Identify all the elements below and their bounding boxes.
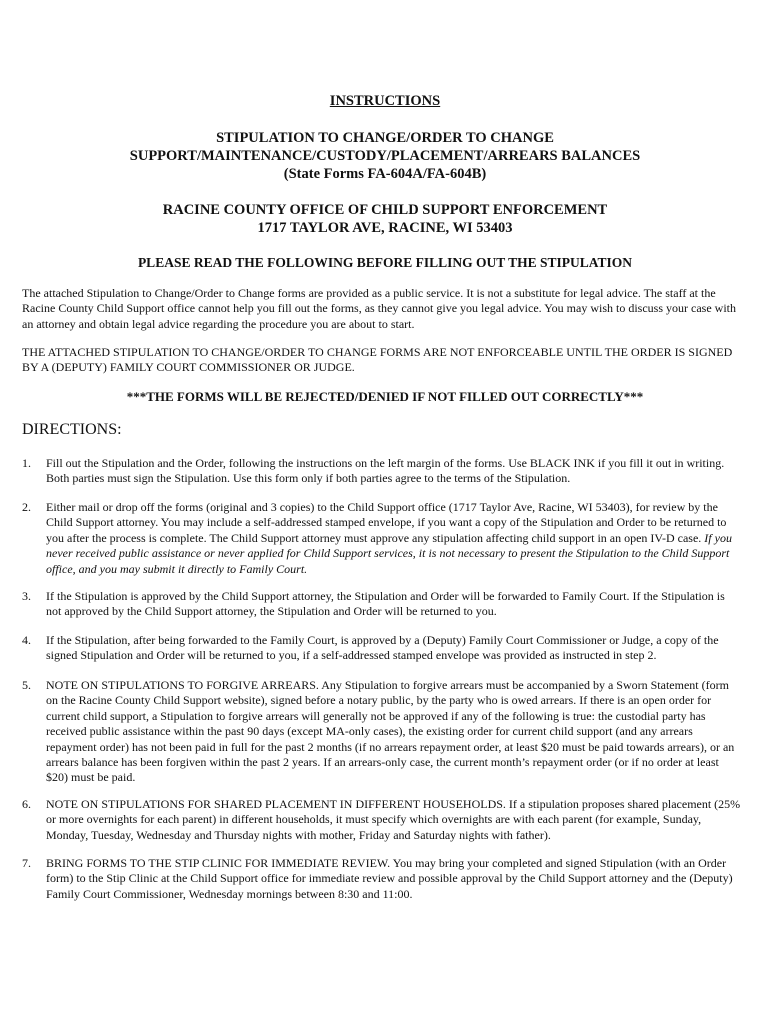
document-title: INSTRUCTIONS [329,93,441,109]
direction-item [22,456,742,487]
enforceability-paragraph: THE ATTACHED STIPULATION TO CHANGE/ORDER TO CHANGE FORMS ARE NOT ENFORCEABLE UNTIL THE ORDER IS SIGNED BY A (DEPUTY) FAMILY COURT COMMISSIONER OR JUDGE. [22,345,733,375]
item-number: 7. [22,856,31,870]
item-text: BRING FORMS TO THE STIP CLINIC FOR IMMEDIATE REVIEW. You may bring your completed and signed Stipulation (with an Order form) to the Stip Clinic at the Child Support office for immediate review and possible approval by the Child Support attorney and the (Deputy) Family Court Commissioner, Wednesday mornings between 8:30 and 11:00. [46,856,733,901]
rejection-warning: ***THE FORMS WILL BE REJECTED/DENIED IF NOT FILLED OUT CORRECTLY*** [126,389,644,404]
form-title-line: STIPULATION TO CHANGE/ORDER TO CHANGE [216,130,554,146]
direction-item [22,500,742,577]
intro-paragraph: The attached Stipulation to Change/Order to Change forms are provided as a public service. It is not a substitute for legal advice. The staff at the Racine County Child Support office cannot help you fill out the forms, as they cannot give you legal advice. You may wish to discuss your case with an attorney and obtain legal advice regarding the procedure you are about to start. [22,286,736,331]
item-text: NOTE ON STIPULATIONS FOR SHARED PLACEMENT IN DIFFERENT HOUSEHOLDS. If a stipulation proposes shared placement (25% or more overnights for each parent) in different households, it must specify which overnights are with each parent (for example, Sunday, Monday, Tuesday, Wednesday and Thursday nights with mother, Friday and Saturday nights with father). [46,797,741,842]
item-text: Fill out the Stipulation and the Order, following the instructions on the left margin of the forms. Use BLACK INK if you fill it out in writing. Both parties must sign the Stipulation. Use this form only if both parties agree to the terms of the Stipulation. [46,456,725,486]
form-number-line: (State Forms FA-604A/FA-604B) [283,166,487,182]
form-title-block [0,129,770,183]
item-body [46,500,742,577]
item-number: 2. [22,500,31,514]
item-italic-note: If you never received public assistance or never applied for Child Support services, it is not necessary to present the Stipulation to the Child Support office, and you may submit it directly to Family Court. [46,530,732,576]
read-notice: PLEASE READ THE FOLLOWING BEFORE FILLING OUT THE STIPULATION [137,255,633,270]
office-address: 1717 TAYLOR AVE, RACINE, WI 53403 [257,220,513,236]
direction-item [22,678,742,786]
direction-item [22,797,742,843]
office-name: RACINE COUNTY OFFICE OF CHILD SUPPORT ENFORCEMENT [162,202,608,218]
item-number: 1. [22,456,31,470]
office-block [0,201,770,237]
item-number: 6. [22,797,31,811]
item-number: 3. [22,589,31,603]
item-text: If the Stipulation is approved by the Child Support attorney, the Stipulation and Order will be forwarded to Family Court. If the Stipulation is not approved by the Child Support attorney, the Stipulation and Order will be returned to you. [46,589,725,619]
form-title-line: SUPPORT/MAINTENANCE/CUSTODY/PLACEMENT/ARREARS BALANCES [129,148,641,164]
item-number: 5. [22,678,31,692]
item-text: Either mail or drop off the forms (original and 3 copies) to the Child Support office (1717 Taylor Ave, Racine, WI 53403), for review by the Child Support attorney. You may include a self-addressed stamped envelope, if you want a copy of the Stipulation and Order to be returned to you after the process is complete. The Child Support attorney must approve any stipulation affecting child support in an open IV-D case. [46,500,727,545]
direction-item [22,633,742,664]
item-text: NOTE ON STIPULATIONS TO FORGIVE ARREARS. Any Stipulation to forgive arrears must be accompanied by a Sworn Statement (form on the Racine County Child Support website), signed before a notary public, by the party who is owed arrears. If there is an open order for current child support, a Stipulation to forgive arrears will generally not be approved if any of the following is true: the custodial party has received public assistance within the past 90 days (except MA-only cases), the existing order for current child support (and any arrears repayment order) has not been paid in full for the past 2 months (if no arrears repayment order, at least $20 must be paid towards arrears), or an arrears balance has been forgiven within the past 2 years. If an arrears-only case, the current month’s repayment order (or if no order at least $20) must be paid. [46,678,735,785]
direction-item [22,589,742,620]
direction-item [22,856,742,902]
directions-heading: DIRECTIONS: [22,421,122,438]
item-text: If the Stipulation, after being forwarded to the Family Court, is approved by a (Deputy) Family Court Commissioner or Judge, a copy of the signed Stipulation and Order will be returned to you, if a self-addressed stamped envelope was provided as instructed in step 2. [46,633,719,663]
item-number: 4. [22,633,31,647]
